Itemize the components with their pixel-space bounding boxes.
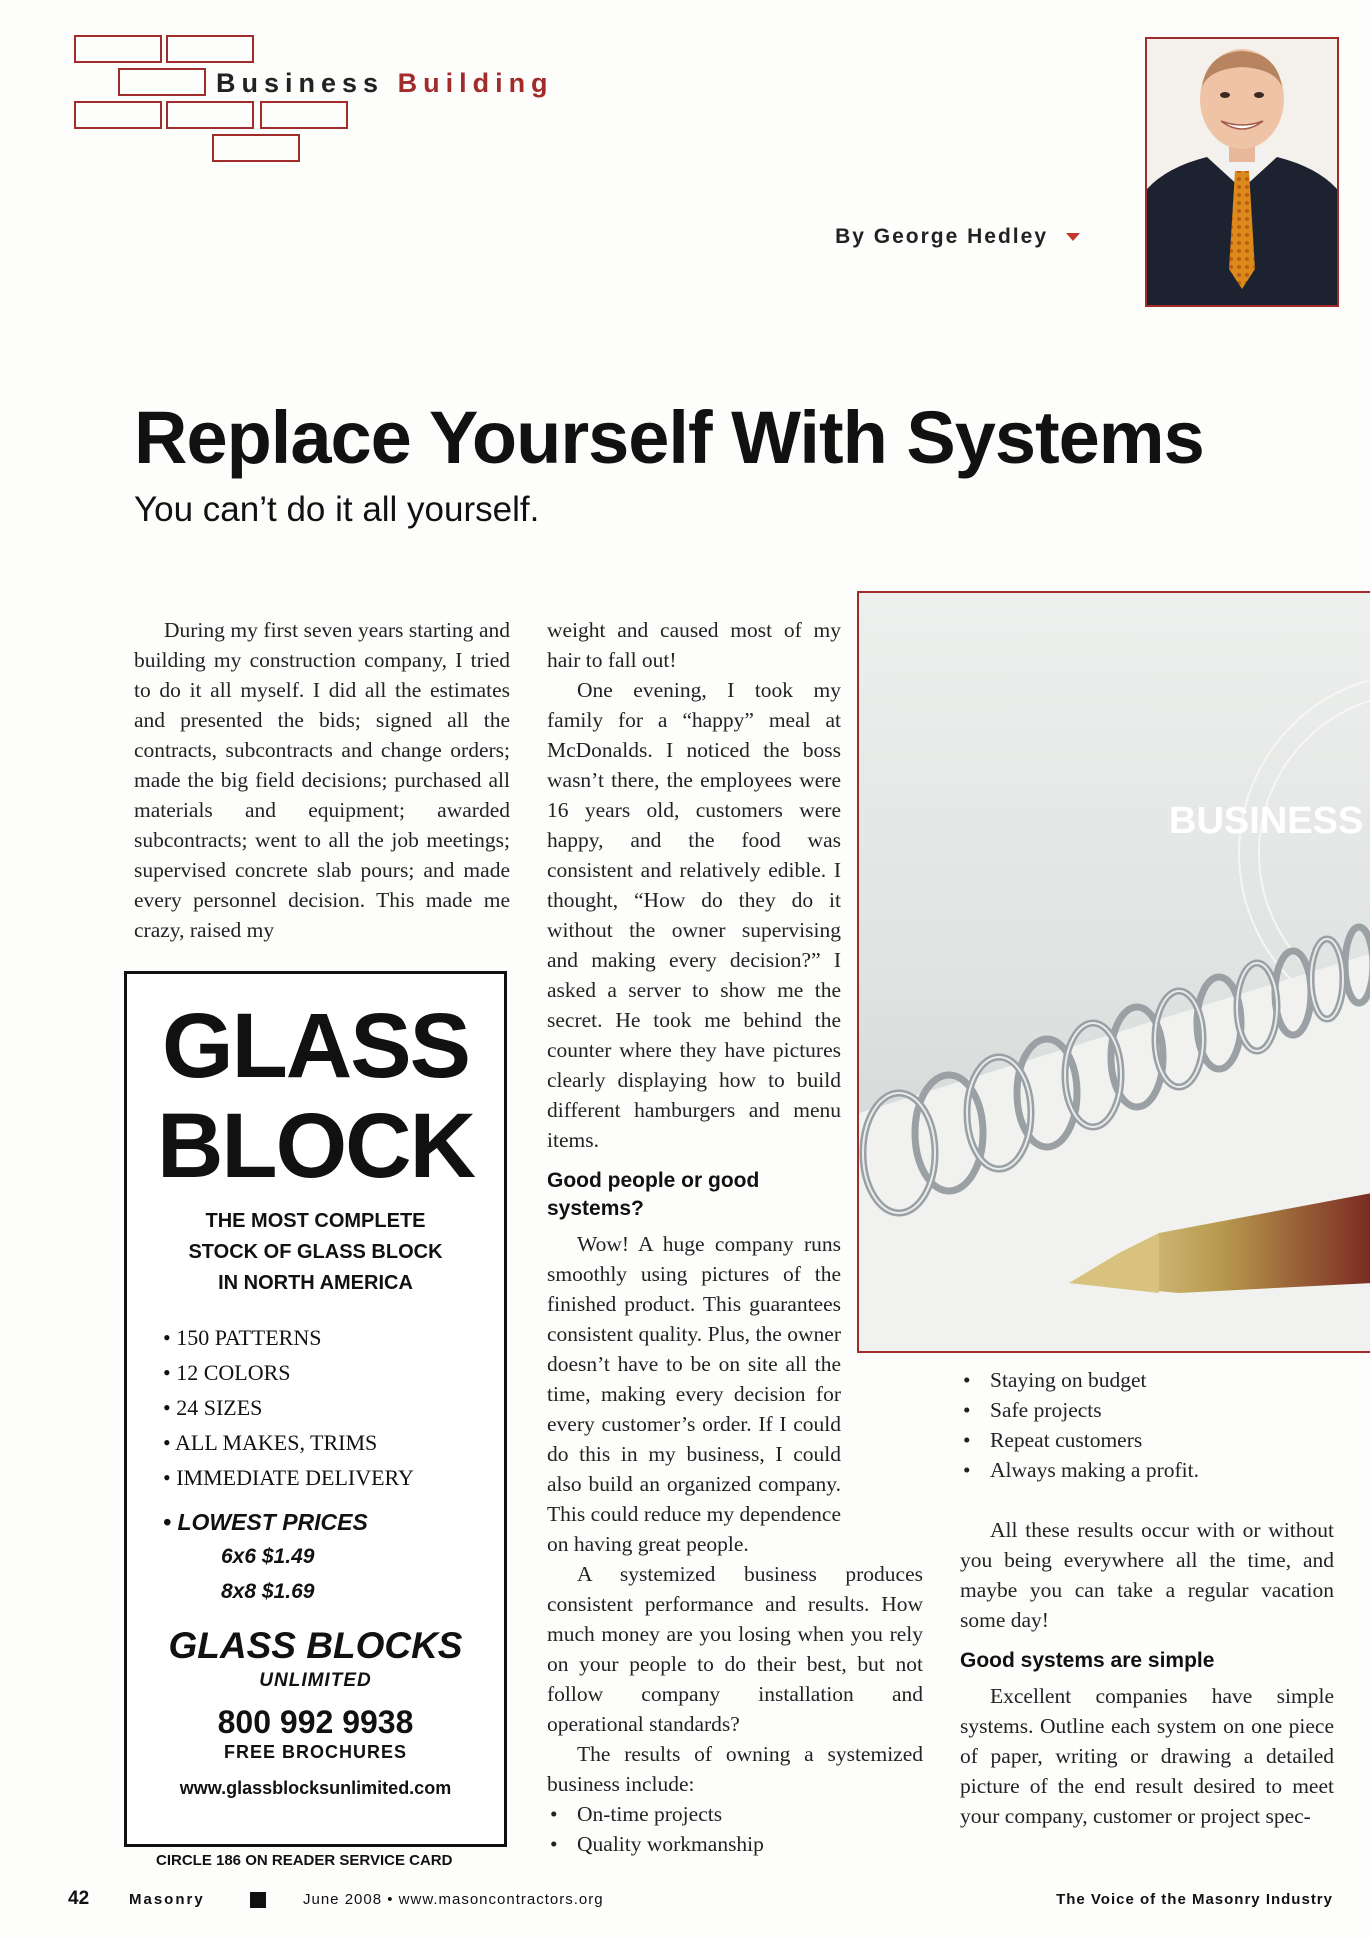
- results-list: [547, 1799, 923, 1859]
- brick: [74, 101, 162, 129]
- brick: [166, 101, 254, 129]
- paragraph: weight and caused most of my hair to fall out!: [547, 618, 841, 672]
- list-item: • Repeat customers: [960, 1425, 1334, 1455]
- ad-feature-list: [163, 1320, 414, 1495]
- ad-phone: 800 992 9938: [217, 1704, 414, 1740]
- magazine-name: Masonry: [129, 1891, 205, 1908]
- article-subtitle: You can’t do it all yourself.: [134, 490, 540, 529]
- kicker-word-business: Business: [216, 68, 385, 98]
- byline: [835, 225, 1080, 249]
- brick: [260, 101, 348, 129]
- ad-feature: • ALL MAKES, TRIMS: [163, 1425, 414, 1460]
- brick: [74, 35, 162, 63]
- footer-date-url: June 2008 • www.masoncontractors.org: [303, 1891, 604, 1908]
- spiral-notebook-pen-image: [859, 593, 1370, 1353]
- author-photo: [1145, 37, 1339, 307]
- ad-website: www.glassblocksunlimited.com: [179, 1778, 452, 1798]
- list-item: • Always making a profit.: [960, 1455, 1334, 1485]
- ad-title-line2: BLOCK: [156, 1095, 475, 1197]
- kicker-word-building: Building: [397, 68, 554, 98]
- column-1: [134, 615, 510, 945]
- byline-text: By George Hedley: [835, 225, 1048, 248]
- ad-feature: • 12 COLORS: [163, 1355, 414, 1390]
- footer-square-icon: [250, 1892, 266, 1908]
- ad-price-6x6: 6x6 $1.49: [221, 1545, 315, 1568]
- notebook-illustration: [857, 591, 1370, 1353]
- column-2-top: [547, 615, 923, 1859]
- section-kicker: [216, 68, 554, 99]
- ad-feature: • 24 SIZES: [163, 1390, 414, 1425]
- paragraph: One evening, I took my family for a “happy” meal at McDonalds. I noticed the boss wasn’t there, the employees were 16 years old, customers were happy, and the food was consistent and relatively edible. I thought, “How do they do it without the owner supervising and making every decision?” I asked a server to show me the secret. He took me behind the counter where they have pictures clearly displaying how to build different hamburgers and menu items.: [547, 678, 841, 1152]
- paragraph: A systemized business produces consistent performance and results. How much money are you losing when you rely on your people to do their best, but not follow company installation and operational standards?: [547, 1562, 923, 1736]
- article-title: Replace Yourself With Systems: [134, 396, 1204, 479]
- brick: [118, 68, 206, 96]
- ad-tagline-line: STOCK OF GLASS BLOCK: [188, 1241, 443, 1263]
- results-list-continued: [960, 1365, 1334, 1485]
- list-item: • Quality workmanship: [547, 1829, 923, 1859]
- ad-tagline: [127, 1206, 504, 1299]
- author-portrait-icon: [1147, 39, 1337, 305]
- paragraph: During my first seven years starting and building my construction company, I tried to do it all myself. I did all the estimates and presented the bids; signed all the contracts, subcontracts and change orders; made the big field decisions; purchased all materials and equipment; awarded subcontracts; went to all the job meetings; supervised concrete slab pours; and made every personnel decision. This made me crazy, raised my: [134, 618, 510, 942]
- paragraph: Wow! A huge company runs smoothly using pictures of the finished product. This guarantees consistent quality. Plus, the owner doesn’t have to be on site all the time, making every decision for every customer’s order. If I could do this in my business, I could also build an organized company. This could reduce my dependence on having great people.: [547, 1232, 841, 1556]
- ad-company-sub: UNLIMITED: [259, 1670, 372, 1691]
- ad-feature: • 150 PATTERNS: [163, 1320, 414, 1355]
- paragraph: Excellent companies have simple systems. Outline each system on one piece of paper, writing or drawing a detailed picture of the end result desired to meet your company, customer or project spec-: [960, 1684, 1334, 1828]
- footer-tagline: The Voice of the Masonry Industry: [1056, 1891, 1333, 1908]
- brick: [212, 134, 300, 162]
- paragraph: The results of owning a systemized business include:: [547, 1742, 923, 1796]
- page-number: 42: [68, 1888, 90, 1909]
- ad-lowest-prices: • LOWEST PRICES: [163, 1509, 368, 1535]
- ad-tagline-line: IN NORTH AMERICA: [218, 1272, 413, 1294]
- brick: [166, 35, 254, 63]
- paragraph: All these results occur with or without you being everywhere all the time, and maybe you can take a regular vacation some day!: [960, 1518, 1334, 1632]
- illustration-overlay-text: BUSINESS: [1169, 800, 1364, 842]
- ad-price-8x8: 8x8 $1.69: [221, 1580, 315, 1603]
- byline-triangle-icon: [1066, 233, 1080, 241]
- ad-company-name: GLASS BLOCKS: [168, 1625, 463, 1666]
- list-item: • On-time projects: [547, 1799, 923, 1829]
- list-item: • Safe projects: [960, 1395, 1334, 1425]
- ad-feature: • IMMEDIATE DELIVERY: [163, 1460, 414, 1495]
- reader-service-note: CIRCLE 186 ON READER SERVICE CARD: [156, 1852, 453, 1869]
- ad-brochures: FREE BROCHURES: [223, 1742, 407, 1762]
- section-heading: Good systems are simple: [960, 1649, 1215, 1672]
- list-item: • Staying on budget: [960, 1365, 1334, 1395]
- ad-tagline-line: THE MOST COMPLETE: [205, 1210, 426, 1232]
- section-heading: Good people or good systems?: [547, 1169, 760, 1220]
- column-3: [960, 1365, 1334, 1831]
- ad-title-line1: GLASS: [162, 995, 469, 1097]
- glass-block-advertisement: [124, 971, 507, 1847]
